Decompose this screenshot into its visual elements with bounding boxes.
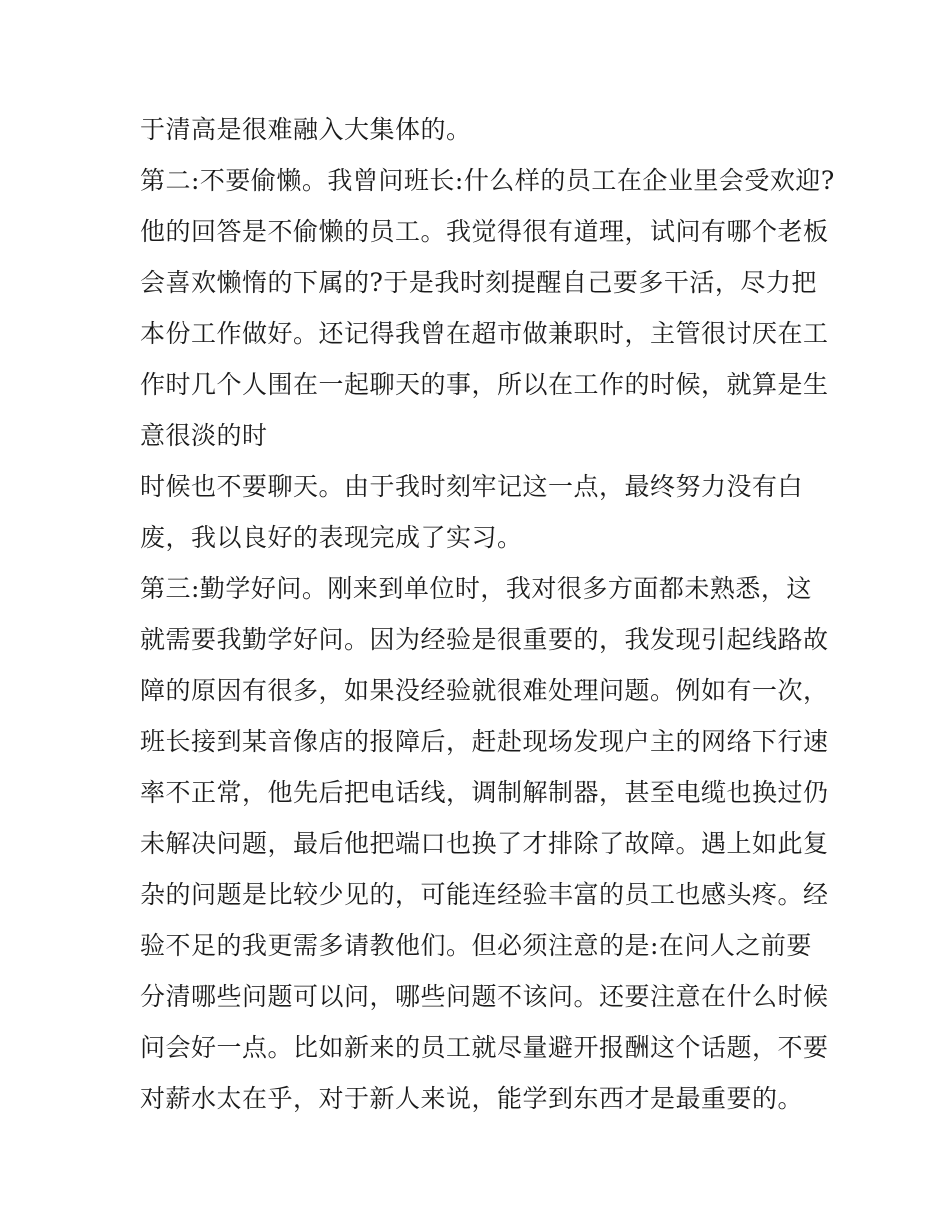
text-line: 第三:勤学好问。刚来到单位时，我对很多方面都未熟悉，这 [140,574,812,603]
text-line: 本份工作做好。还记得我曾在超市做兼职时，主管很讨厌在工 [140,319,829,348]
text-line: 废，我以良好的表现完成了实习。 [140,523,523,552]
text-line: 会喜欢懒惰的下属的?于是我时刻提醒自己要多干活，尽力把 [140,268,817,297]
text-line: 第二:不要偷懒。我曾问班长:什么样的员工在企业里会受欢迎? [140,166,835,195]
text-line: 班长接到某音像店的报障后，赶赴现场发现户主的网络下行速 [140,727,829,756]
text-line: 问会好一点。比如新来的员工就尽量避开报酬这个话题，不要 [140,1033,829,1062]
text-line: 意很淡的时 [140,421,268,450]
text-line: 对薪水太在乎，对于新人来说，能学到东西才是最重要的。 [140,1084,804,1113]
text-line: 验不足的我更需多请教他们。但必须注意的是:在问人之前要 [140,931,812,960]
text-line: 障的原因有很多，如果没经验就很难处理问题。例如有一次， [140,676,829,705]
document-body [140,104,835,1124]
text-line: 作时几个人围在一起聊天的事，所以在工作的时候，就算是生 [140,370,829,399]
text-line: 时候也不要聊天。由于我时刻牢记这一点，最终努力没有白 [140,472,804,501]
text-line: 就需要我勤学好问。因为经验是很重要的，我发现引起线路故 [140,625,829,654]
text-line: 于清高是很难融入大集体的。 [140,115,472,144]
text-line: 杂的问题是比较少见的，可能连经验丰富的员工也感头疼。经 [140,880,829,909]
text-line: 分清哪些问题可以问，哪些问题不该问。还要注意在什么时候 [140,982,829,1011]
text-line: 他的回答是不偷懒的员工。我觉得很有道理，试问有哪个老板 [140,217,829,246]
text-line: 率不正常，他先后把电话线，调制解制器，甚至电缆也换过仍 [140,778,829,807]
text-line: 未解决问题，最后他把端口也换了才排除了故障。遇上如此复 [140,829,829,858]
